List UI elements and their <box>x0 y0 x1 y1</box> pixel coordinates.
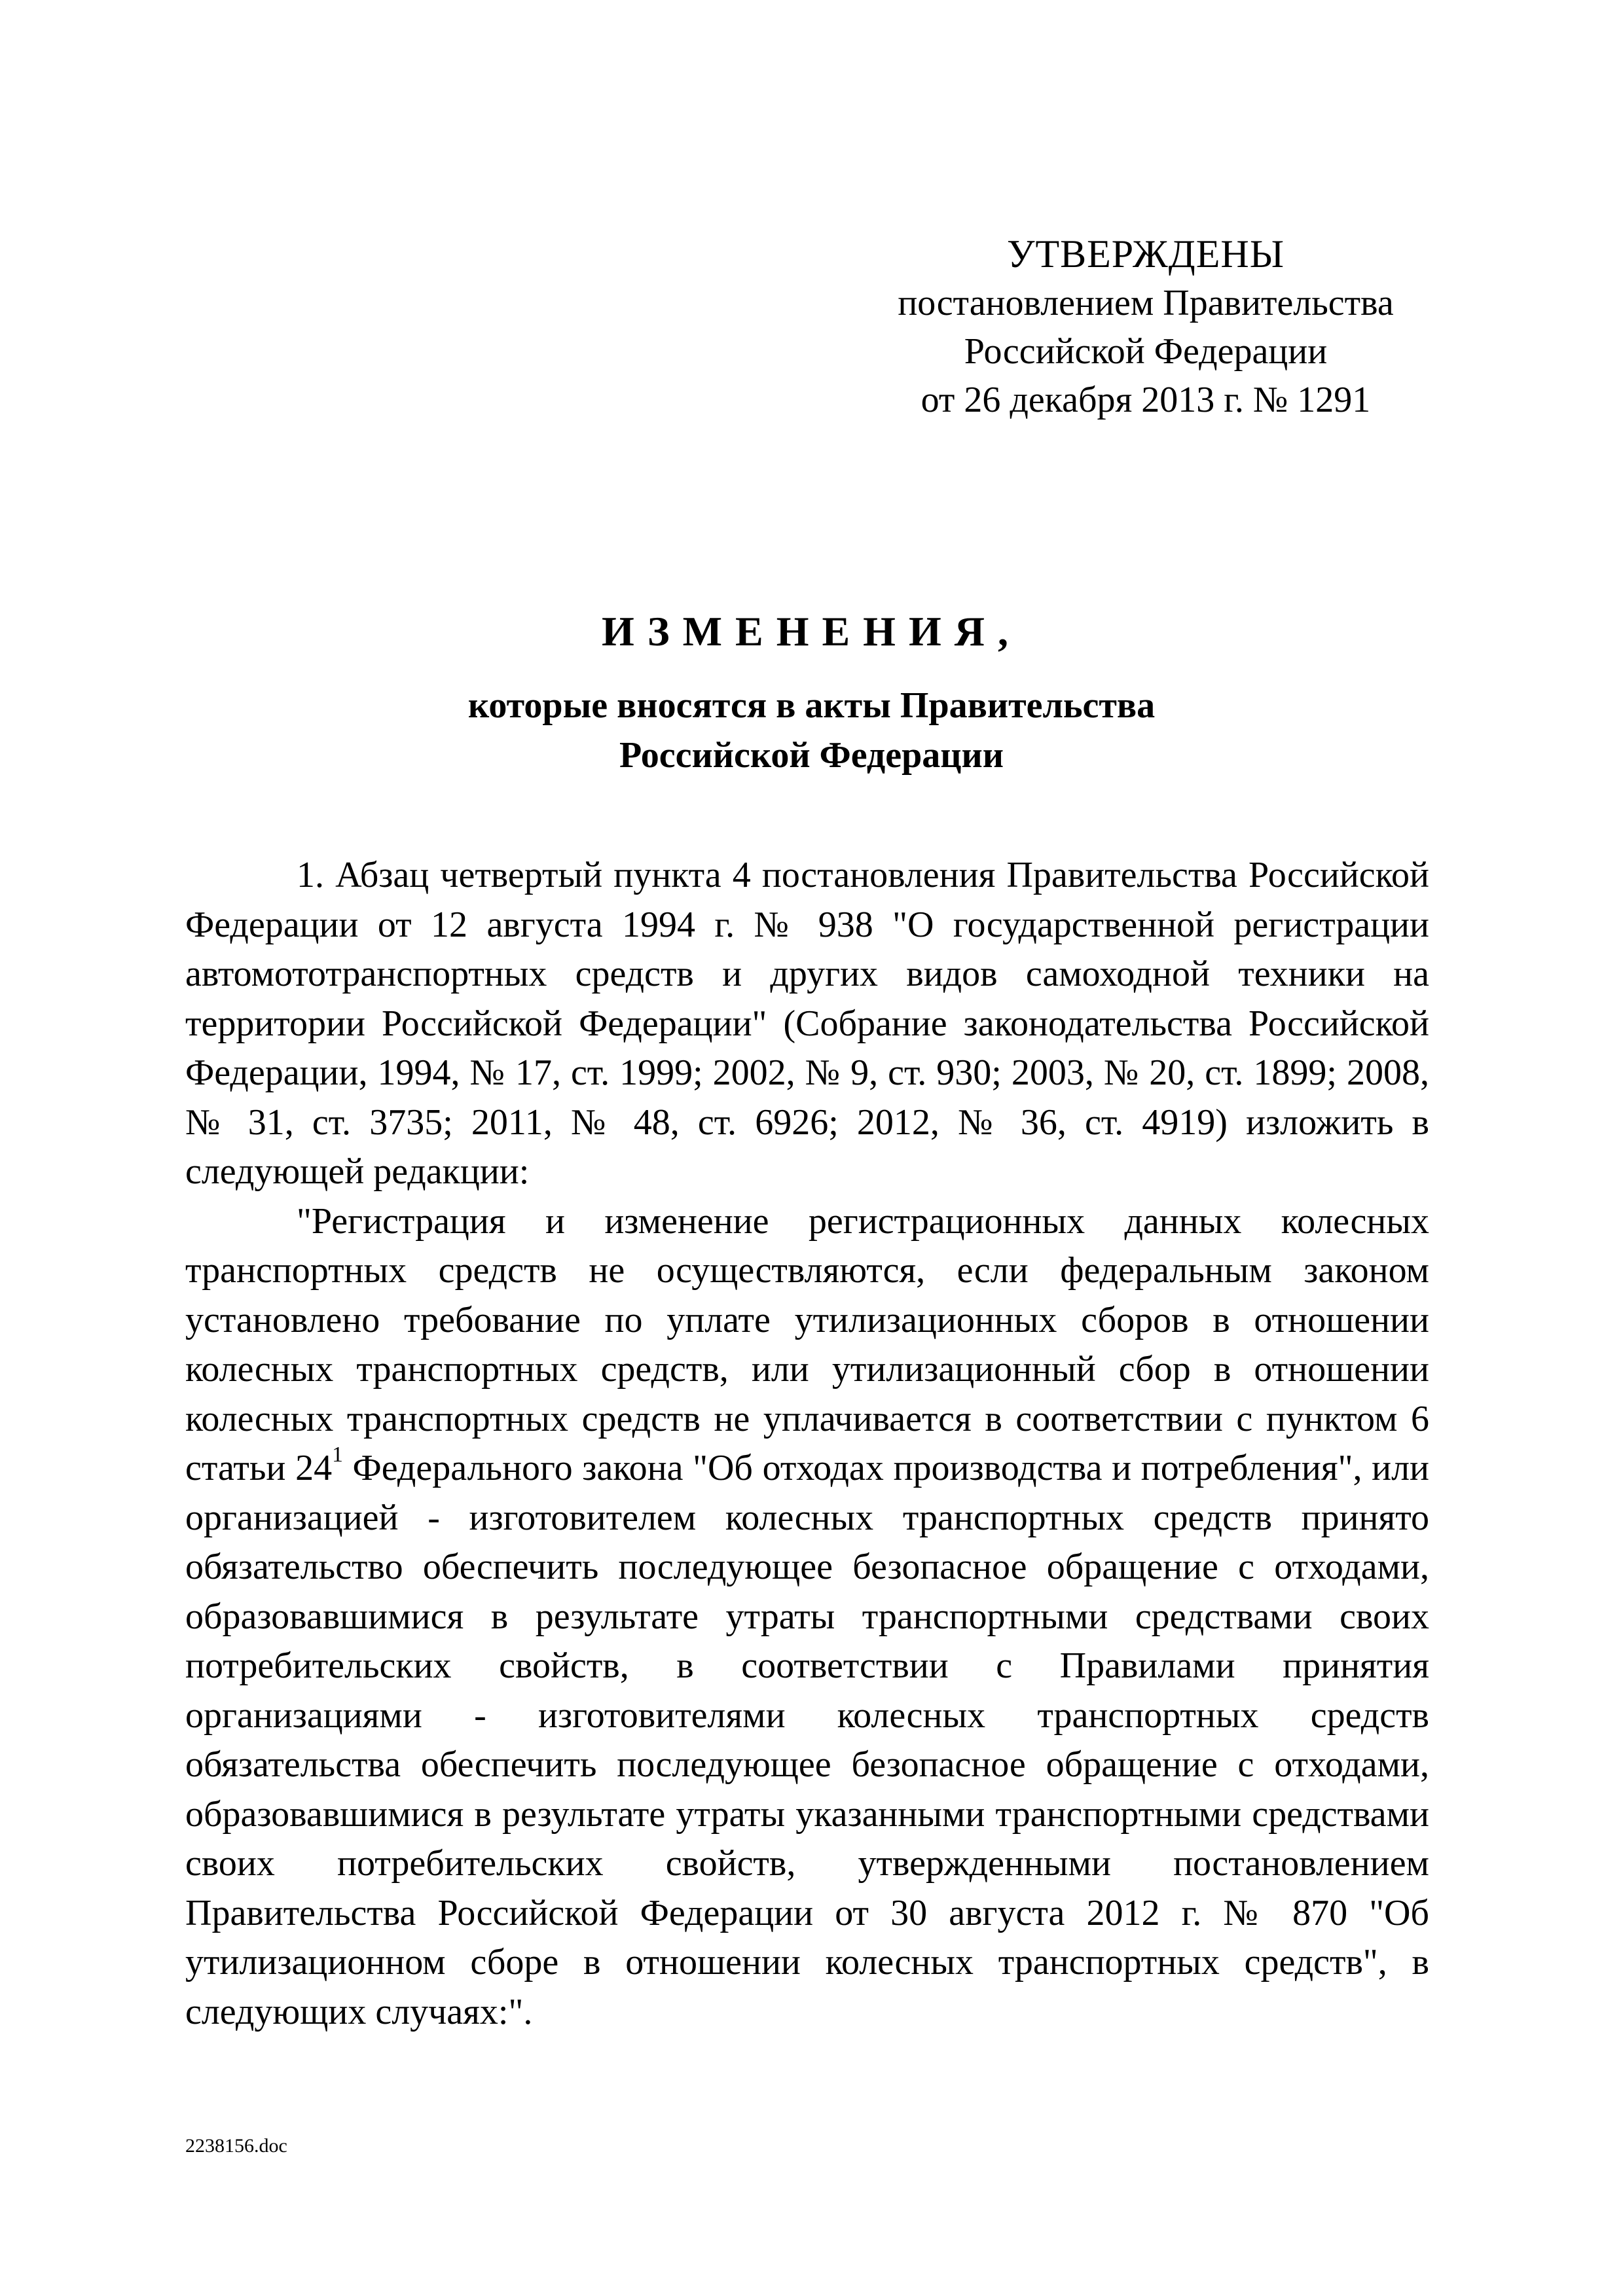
document-title: ИЗМЕНЕНИЯ, <box>602 608 1021 655</box>
approval-block <box>877 229 1414 424</box>
document-title-block <box>0 602 1623 780</box>
superscript-marker: 1 <box>332 1443 343 1467</box>
footer-filename: 2238156.doc <box>185 2135 287 2157</box>
body-paragraph-2-part-1: "Регистрация и изменение регистрационных данных колесных транспортных средств не осуществляются, если федеральным законом установлено требование по уплате утилизационных сборов в отношении колесных транспортных средств, или утилизационный сбор в отношении колесных транспортных средств не уплачивается в соответствии с пунктом 6 статьи 24 <box>185 1200 1429 1488</box>
body-paragraph-2-part-2: Федерального закона "Об отходах производства и потребления", или организацией - изготовителем колесных транспортных средств принято обязательство обеспечить последующее безопасное обращение с отходами, образовавшимися в результате утраты транспортными средствами своих потребительских свойств, в соответствии с Правилами принятия организациями - изготовителями колесных транспортных средств обязательства обеспечить последующее безопасное обращение с отходами, образовавшимися в результате утраты указанными транспортными средствами своих потребительских свойств, утвержденными постановлением Правительства Российской Федерации от 30 августа 2012 г. № 870 "Об утилизационном сборе в отношении колесных транспортных средств", в следующих случаях:". <box>185 1448 1429 2032</box>
approved-heading: УТВЕРЖДЕНЫ <box>1006 232 1285 276</box>
approval-line-3: от 26 декабря 2013 г. № 1291 <box>921 380 1371 420</box>
document-subtitle-line-2: Российской Федерации <box>619 735 1004 776</box>
approval-line-1: постановлением Правительства <box>898 283 1394 323</box>
approval-line-2: Российской Федерации <box>964 331 1328 372</box>
body-paragraph-2 <box>185 1197 1429 2037</box>
body-paragraph-1: 1. Абзац четвертый пункта 4 постановления Правительства Российской Федерации от 12 августа 1994 г. № 938 "О государственной регистрации автомототранспортных средств и других видов самоходной техники на территории Российской Федерации" (Собрание законодательства Российской Федерации, 1994, № 17, ст. 1999; 2002, № 9, ст. 930; 2003, № 20, ст. 1899; 2008, № 31, ст. 3735; 2011, № 48, ст. 6926; 2012, № 36, ст. 4919) изложить в следующей редакции: <box>185 855 1429 1192</box>
document-subtitle-line-1: которые вносятся в акты Правительства <box>467 685 1156 726</box>
document-body <box>185 851 1429 2037</box>
